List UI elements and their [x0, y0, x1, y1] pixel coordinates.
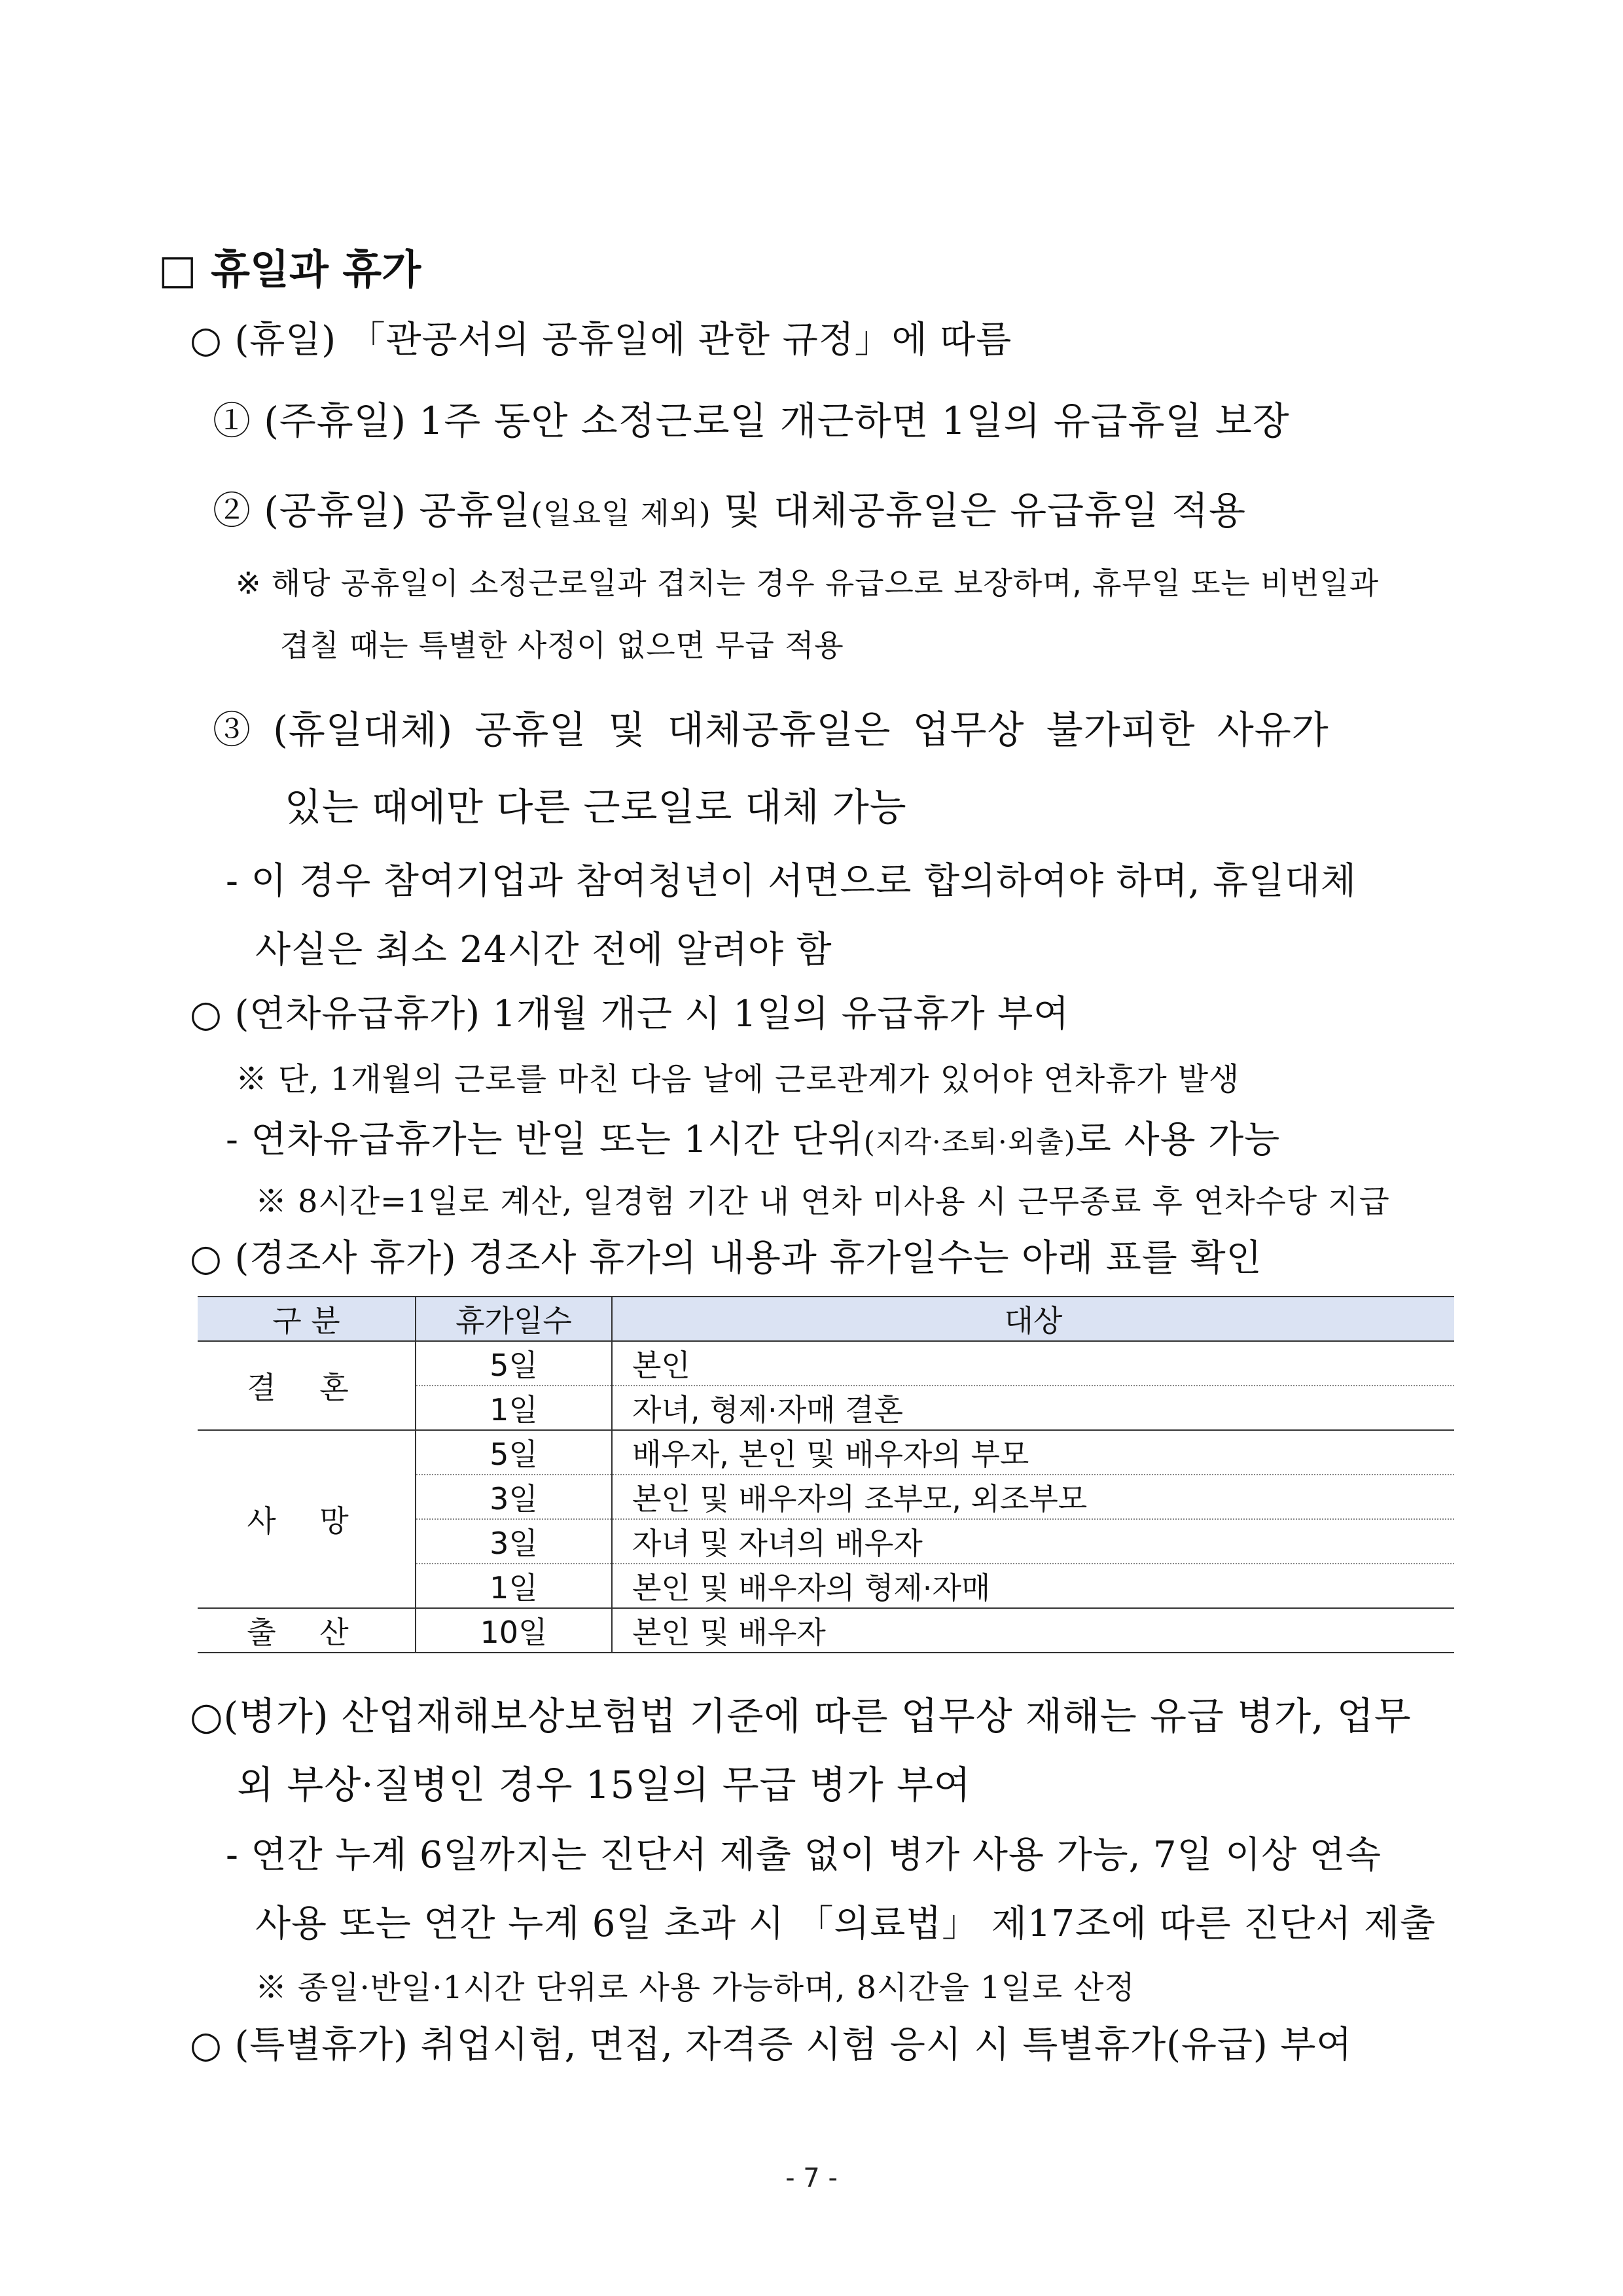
public-holiday-item: ② (공휴일) 공휴일(일요일 제외) 및 대체공휴일은 유급휴일 적용	[213, 488, 1246, 533]
target-cell: 배우자, 본인 및 배우자의 부모	[612, 1430, 1454, 1475]
target-cell: 자녀, 형제·자매 결혼	[612, 1386, 1454, 1430]
sick-leave-item-cont: 외 부상·질병인 경우 15일의 무급 병가 부여	[237, 1763, 971, 1807]
note-line: ※ 해당 공휴일이 소정근로일과 겹치는 경우 유급으로 보장하며, 휴무일 또는 비번일과	[236, 565, 1380, 601]
table-header: 대상	[612, 1297, 1454, 1341]
table-row	[198, 1608, 1454, 1653]
dash-item: - 연간 누계 6일까지는 진단서 제출 없이 병가 사용 가능, 7일 이상 연속	[226, 1834, 1382, 1876]
dash-item: - 이 경우 참여기업과 참여청년이 서면으로 합의하여야 하며, 휴일대체	[226, 860, 1357, 903]
days-cell: 3일	[416, 1475, 612, 1519]
table-header: 휴가일수	[416, 1297, 612, 1341]
holiday-substitution-item: ③ (휴일대체) 공휴일 및 대체공휴일은 업무상 불가피한 사유가	[213, 708, 1329, 752]
page-number: - 7 -	[785, 2163, 838, 2193]
category-cell: 출 산	[198, 1608, 416, 1653]
target-cell: 본인 및 배우자의 형제·자매	[612, 1564, 1454, 1608]
table-header-row	[198, 1297, 1454, 1341]
special-leave-item: ○ (특별휴가) 취업시험, 면접, 자격증 시험 응시 시 특별휴가(유급) 부여	[190, 2024, 1353, 2066]
weekly-holiday-item: ① (주휴일) 1주 동안 소정근로일 개근하면 1일의 유급휴일 보장	[213, 399, 1290, 443]
dash-item-cont: 사실은 최소 24시간 전에 알려야 함	[255, 929, 832, 971]
target-cell: 자녀 및 자녀의 배우자	[612, 1519, 1454, 1564]
section-title: □ 휴일과 휴가	[158, 245, 421, 293]
annual-leave-item: ○ (연차유급휴가) 1개월 개근 시 1일의 유급휴가 부여	[190, 993, 1070, 1035]
table-row	[198, 1430, 1454, 1475]
category-cell: 사 망	[198, 1430, 416, 1608]
dash-item: - 연차유급휴가는 반일 또는 1시간 단위(지각·조퇴·외출)로 사용 가능	[226, 1119, 1281, 1161]
note-line: ※ 8시간=1일로 계산, 일경험 기간 내 연차 미사용 시 근무종료 후 연차수당 지급	[255, 1183, 1390, 1220]
target-cell: 본인 및 배우자	[612, 1608, 1454, 1653]
holiday-item: ○ (휴일) 「관공서의 공휴일에 관한 규정」에 따름	[190, 319, 1012, 361]
note-line: ※ 단, 1개월의 근로를 마친 다음 날에 근로관계가 있어야 연차휴가 발생	[236, 1061, 1240, 1098]
holiday-substitution-item-cont: 있는 때에만 다른 근로일로 대체 가능	[285, 785, 907, 829]
target-cell: 본인 및 배우자의 조부모, 외조부모	[612, 1475, 1454, 1519]
category-cell: 결 혼	[198, 1341, 416, 1430]
family-leave-table	[198, 1296, 1454, 1653]
days-cell: 5일	[416, 1341, 612, 1386]
table-header: 구 분	[198, 1297, 416, 1341]
target-cell: 본인	[612, 1341, 1454, 1386]
note-line: ※ 종일·반일·1시간 단위로 사용 가능하며, 8시간을 1일로 산정	[255, 1969, 1135, 2006]
days-cell: 3일	[416, 1519, 612, 1564]
days-cell: 10일	[416, 1608, 612, 1653]
dash-item-cont: 사용 또는 연간 누계 6일 초과 시 「의료법」 제17조에 따른 진단서 제출	[255, 1903, 1436, 1945]
sick-leave-item: ○(병가) 산업재해보상보험법 기준에 따른 업무상 재해는 유급 병가, 업무	[190, 1694, 1412, 1738]
note-line: 겹칠 때는 특별한 사정이 없으면 무급 적용	[280, 628, 844, 663]
days-cell: 5일	[416, 1430, 612, 1475]
family-leave-item: ○ (경조사 휴가) 경조사 휴가의 내용과 휴가일수는 아래 표를 확인	[190, 1237, 1262, 1280]
days-cell: 1일	[416, 1386, 612, 1430]
table-row	[198, 1341, 1454, 1386]
days-cell: 1일	[416, 1564, 612, 1608]
